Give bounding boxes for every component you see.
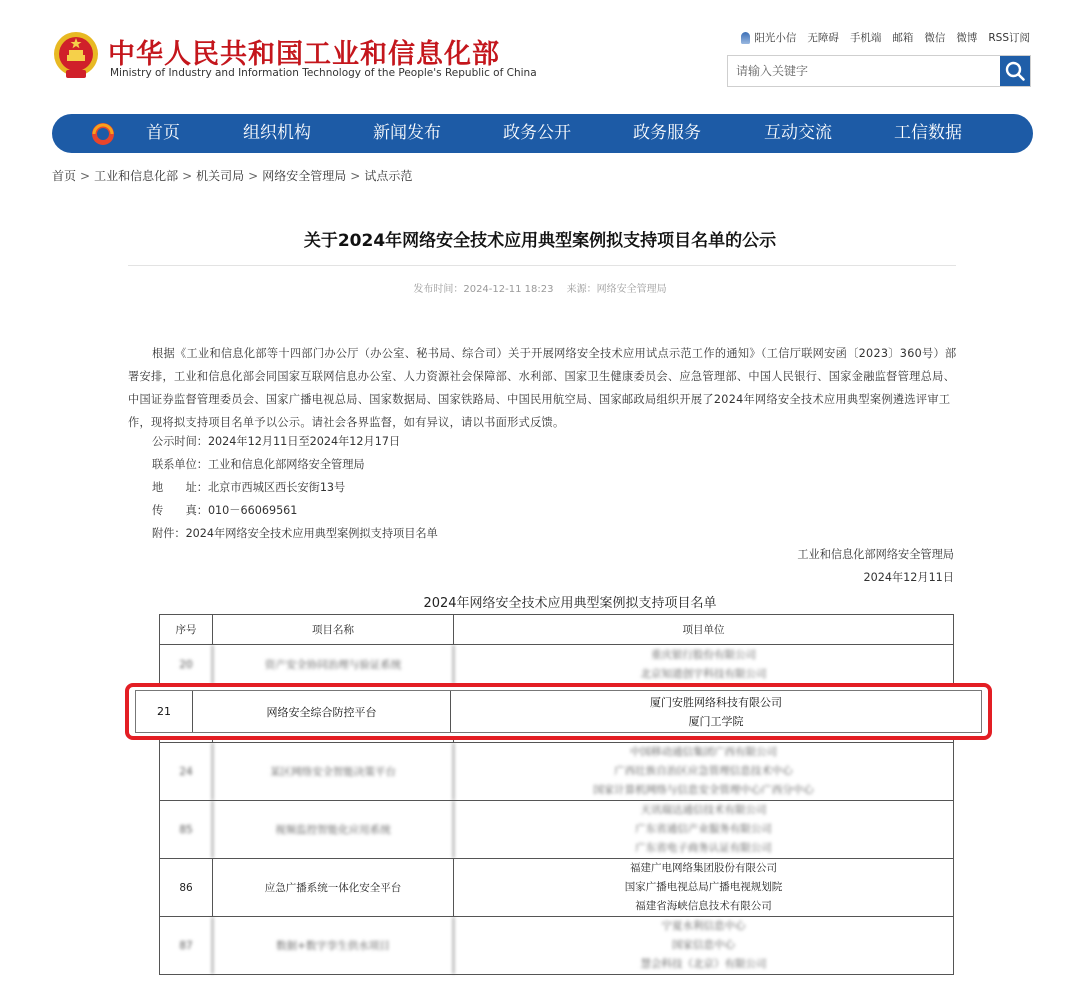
- header-no: 序号: [160, 615, 213, 644]
- unit-name: 厦门工学院: [688, 714, 744, 728]
- row-project-units: [454, 645, 953, 684]
- table-row: [159, 917, 954, 975]
- article-meta: [0, 280, 1080, 295]
- nav-item-news[interactable]: 新闻发布: [373, 123, 441, 143]
- site-title[interactable]: 中华人民共和国工业和信息化部: [108, 39, 500, 70]
- top-link-weibo[interactable]: 微博: [956, 32, 978, 44]
- project-table: [159, 614, 954, 975]
- title-divider: [128, 265, 956, 266]
- sunshine-assistant-icon: [741, 32, 750, 44]
- nav-item-data[interactable]: 工信数据: [894, 123, 962, 143]
- top-link-mail[interactable]: 邮箱: [892, 32, 914, 44]
- search-input[interactable]: [728, 56, 1000, 86]
- breadcrumb-departments[interactable]: 机关司局: [196, 169, 245, 183]
- table-row: [159, 645, 954, 685]
- row-project-name: 某区网络安全智能决策平台: [213, 743, 454, 800]
- signature: 工业和信息化部网络安全管理局: [797, 548, 954, 561]
- row-project-name: 视频监控智能化应用系统: [213, 801, 454, 858]
- breadcrumb-cyber-bureau[interactable]: 网络安全管理局: [262, 169, 347, 183]
- top-link-wechat[interactable]: 微信: [924, 32, 946, 44]
- unit-name: 福建广电网络集团股份有限公司: [630, 862, 777, 874]
- row-project-name: 数据+数字孪生供水项目: [213, 917, 454, 974]
- unit-name: 国家信息中心: [672, 939, 735, 951]
- nav-item-organization[interactable]: 组织机构: [243, 123, 311, 143]
- search-box: [727, 55, 1031, 87]
- top-link-rss[interactable]: RSS订阅: [988, 32, 1030, 44]
- row-no: 21: [136, 691, 193, 732]
- top-links: [741, 30, 1030, 45]
- signature-date: 2024年12月11日: [863, 571, 954, 584]
- breadcrumb-separator: >: [80, 169, 91, 183]
- miit-logo-icon[interactable]: [90, 121, 116, 147]
- unit-name: 国家计算机网络与信息安全管理中心广西分中心: [593, 784, 814, 796]
- highlighted-table-row: [135, 690, 982, 733]
- breadcrumb-ministry[interactable]: 工业和信息化部: [94, 169, 179, 183]
- notice-period: 公示时间：2024年12月11日至2024年12月17日: [152, 435, 401, 448]
- unit-name: 慧会科技（北京）有限公司: [640, 958, 767, 970]
- nav-item-services[interactable]: 政务服务: [633, 123, 701, 143]
- unit-name: 国家广播电视总局广播电视规划院: [624, 881, 783, 893]
- attachment-link[interactable]: 附件：2024年网络安全技术应用典型案例拟支持项目名单: [152, 527, 438, 540]
- unit-name: 北京知道创宇科技有限公司: [640, 667, 767, 680]
- article-title: 关于2024年网络安全技术应用典型案例拟支持项目名单的公示: [303, 231, 777, 251]
- top-link-sunshine[interactable]: [741, 30, 796, 45]
- row-project-name: 应急广播系统一体化安全平台: [213, 859, 454, 916]
- main-nav: [52, 114, 1033, 153]
- row-no: 85: [160, 801, 213, 858]
- breadcrumb-separator: >: [350, 169, 361, 183]
- publish-time: 发布时间：2024-12-11 18:23: [413, 284, 554, 295]
- row-project-name: 资产安全协同治理与验证系统: [213, 645, 454, 684]
- breadcrumb-separator: >: [182, 169, 193, 183]
- table-row: [159, 743, 954, 801]
- unit-name: 福建省海峡信息技术有限公司: [635, 900, 772, 912]
- unit-name: 厦门安胜网络科技有限公司: [650, 695, 782, 709]
- row-project-units: [454, 917, 953, 974]
- top-link-accessibility[interactable]: 无障碍: [807, 32, 839, 44]
- row-no: 24: [160, 743, 213, 800]
- unit-name: 中国移动通信集团广西有限公司: [630, 746, 777, 758]
- contact-fax: 传 真：010－66069561: [152, 504, 298, 517]
- table-row: [159, 801, 954, 859]
- highlighted-row-frame: [125, 683, 992, 740]
- breadcrumb: [52, 167, 412, 184]
- nav-item-affairs-open[interactable]: 政务公开: [503, 123, 571, 143]
- site-subtitle: Ministry of Industry and Information Technology of the People's Republic of China: [110, 67, 537, 79]
- breadcrumb-home[interactable]: 首页: [52, 169, 77, 183]
- header-project-unit: 项目单位: [682, 624, 725, 636]
- nav-item-home[interactable]: 首页: [146, 123, 180, 143]
- unit-name: 广东省通信产业服务有限公司: [635, 823, 772, 835]
- row-project-units: [454, 859, 953, 916]
- table-caption: 2024年网络安全技术应用典型案例拟支持项目名单: [423, 596, 717, 611]
- unit-name: 广西壮族自治区应急管理信息技术中心: [614, 765, 793, 777]
- row-project-units: [454, 801, 953, 858]
- row-no: 20: [160, 645, 213, 684]
- contact-address: 地 址：北京市西城区西长安街13号: [152, 481, 346, 494]
- nav-item-interaction[interactable]: 互动交流: [764, 123, 832, 143]
- national-emblem-icon[interactable]: [52, 30, 100, 80]
- table-row: [159, 859, 954, 917]
- row-no: 87: [160, 917, 213, 974]
- search-icon: [1000, 56, 1030, 86]
- row-project-units: [454, 743, 953, 800]
- row-project-name: 网络安全综合防控平台: [193, 691, 451, 732]
- site-header: [0, 0, 1080, 110]
- top-link-label: 阳光小信: [754, 32, 797, 44]
- row-project-units: [451, 691, 981, 732]
- unit-name: 重庆银行股份有限公司: [651, 648, 756, 661]
- unit-name: 广东省电子商务认证有限公司: [635, 842, 772, 854]
- search-button[interactable]: [1000, 56, 1030, 86]
- breadcrumb-pilot[interactable]: 试点示范: [364, 169, 413, 183]
- top-link-mobile[interactable]: 手机端: [849, 32, 882, 44]
- breadcrumb-separator: >: [248, 169, 259, 183]
- unit-name: 天讯瑞达通信技术有限公司: [640, 804, 767, 816]
- table-header-row: [159, 615, 954, 645]
- article-source: 来源：网络安全管理局: [566, 284, 667, 295]
- row-no: 86: [160, 859, 213, 916]
- article-body: 根据《工业和信息化部等十四部门办公厅（办公室、秘书局、综合司）关于开展网络安全技术应用试点示范工作的通知》（工信厅联网安函〔2023〕360号）部署安排，工业和信息化部会同国家互联网信息办公室、人力资源社会保障部、水利部、国家卫生健康委员会、应急管理部、中国人民银行、国家金融监督管理总局、中国证券监督管理委员会、国家广播电视总局、国家数据局、国家铁路局、中国民用航空局、国家邮政局组织开展了2024年网络安全技术应用典型案例遴选评审工作，现将拟支持项目名单予以公示。请社会各界监督，如有异议，请以书面形式反馈。: [128, 347, 957, 429]
- contact-unit: 联系单位：工业和信息化部网络安全管理局: [152, 458, 365, 471]
- header-project-name: 项目名称: [213, 615, 454, 644]
- unit-name: 宁夏水利信息中心: [661, 920, 746, 932]
